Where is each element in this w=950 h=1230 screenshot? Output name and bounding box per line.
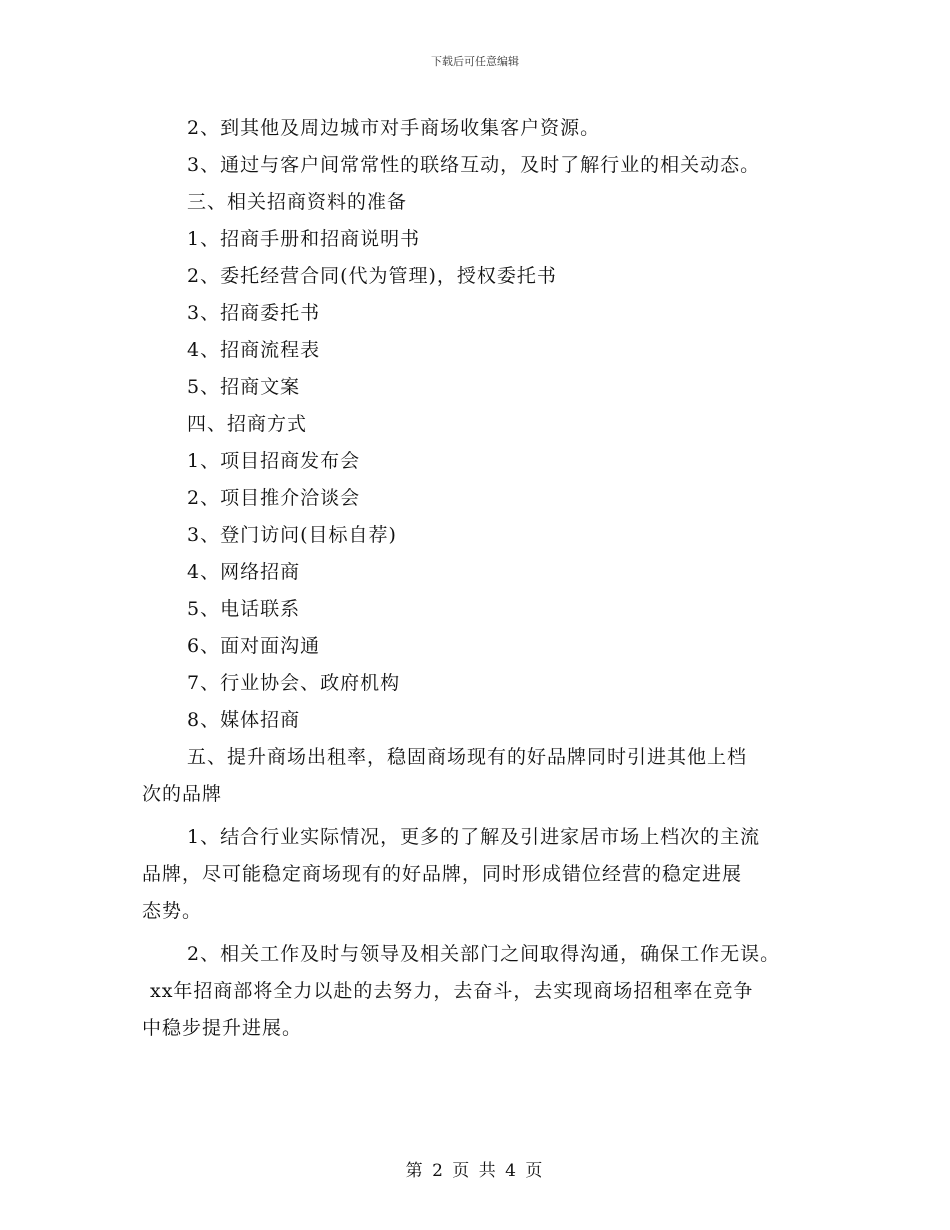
text-line: 5、招商文案 <box>187 376 301 398</box>
text-line: 3、通过与客户间常常性的联络互动，及时了解行业的相关动态。 <box>187 154 761 176</box>
text-line: 品牌，尽可能稳定商场现有的好品牌，同时形成错位经营的稳定进展 <box>142 863 743 885</box>
text-line: 2、到其他及周边城市对手商场收集客户资源。 <box>187 117 601 139</box>
text-line: 次的品牌 <box>142 783 223 805</box>
section-heading: 四、招商方式 <box>187 413 308 435</box>
text-line: 7、行业协会、政府机构 <box>187 672 401 694</box>
text-line: 1、结合行业实际情况，更多的了解及引进家居市场上档次的主流 <box>187 826 761 848</box>
text-line: 3、登门访问(目标自荐) <box>187 524 397 546</box>
text-line: 3、招商委托书 <box>187 302 321 324</box>
text-line: 5、电话联系 <box>187 598 301 620</box>
text-line: 中稳步提升进展。 <box>142 1017 303 1039</box>
text-line: 6、面对面沟通 <box>187 635 321 657</box>
text-line: 2、相关工作及时与领导及相关部门之间取得沟通，确保工作无误。 <box>187 943 781 965</box>
text-line: 4、招商流程表 <box>187 339 321 361</box>
section-heading: 五、提升商场出租率，稳固商场现有的好品牌同时引进其他上档 <box>187 746 748 768</box>
text-line: xx年招商部将全力以赴的去努力，去奋斗，去实现商场招租率在竞争 <box>150 980 754 1002</box>
text-line: 4、网络招商 <box>187 561 301 583</box>
text-line: 2、项目推介洽谈会 <box>187 487 361 509</box>
text-line: 态势。 <box>142 900 203 922</box>
section-heading: 三、相关招商资料的准备 <box>187 191 408 213</box>
text-line: 1、项目招商发布会 <box>187 450 361 472</box>
text-line: 1、招商手册和招商说明书 <box>187 228 421 250</box>
text-line: 2、委托经营合同(代为管理)，授权委托书 <box>187 265 557 287</box>
page-number: 第 2 页 共 4 页 <box>405 1161 545 1181</box>
document-body <box>142 110 822 1047</box>
text-line: 8、媒体招商 <box>187 709 301 731</box>
page-header: 下载后可任意编辑 <box>431 55 519 68</box>
